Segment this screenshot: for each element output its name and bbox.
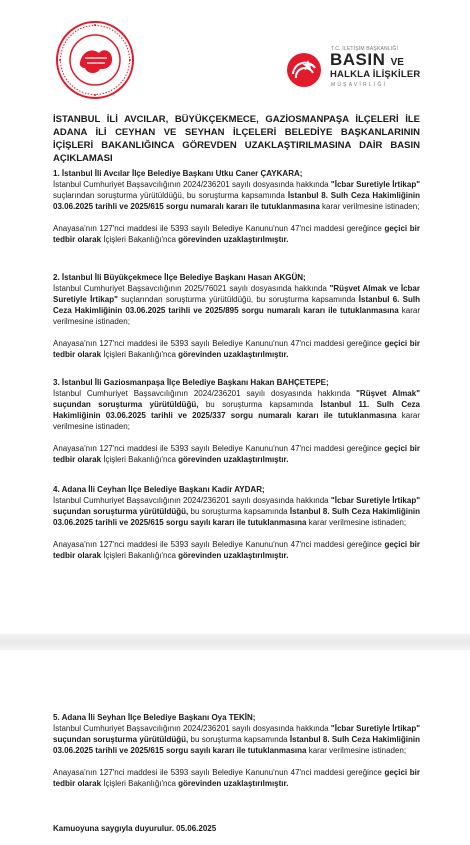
section-body: İstanbul Cumhuriyet Başsavcılığının 2024/236201 sayılı dosyasında hakkında "İcbar Suretiyle İrtikap" suçundan soruşturma yürütüldüğü, bu soruşturma kapsamında İstanbul 8. Sulh Ceza Hakimliğinin 03.06.2025 tarihli ve 2025/615 sorgu sayılı kararı ile tutuklanmasına karar verilmesine istinaden; (53, 724, 420, 755)
section-2 (53, 272, 420, 360)
section-3 (53, 377, 420, 465)
logo-line-1: T.C. İLETİŞİM BAŞKANLIĞI (331, 46, 399, 52)
section-1 (53, 168, 420, 245)
law-paragraph: Anayasa'nın 127'nci maddesi ile 5393 sayılı Belediye Kanunu'nun 47'nci maddesi gereğince geçici bir tedbir olarak İçişleri Bakanlığı'nca görevinden uzaklaştırılmıştır. (53, 224, 420, 244)
logo-line-4: MÜŞAVİRLİĞİ (331, 82, 388, 88)
page-separator (0, 634, 470, 650)
section-heading: 5. Adana İli Seyhan İlçe Belediye Başkanı Oya TEKİN; (53, 713, 256, 722)
document-page-2 (0, 650, 470, 845)
section-4 (53, 484, 420, 561)
section-heading: 3. İstanbul İli Gaziosmanpaşa İlçe Belediye Başkanı Hakan BAHÇETEPE; (53, 378, 329, 387)
section-5 (53, 712, 420, 789)
logo-word-1: BASIN VE (330, 50, 404, 69)
ministry-seal-logo (55, 20, 135, 100)
communication-logo (286, 46, 426, 96)
law-paragraph: Anayasa'nın 127'nci maddesi ile 5393 sayılı Belediye Kanunu'nun 47'nci maddesi gereğince geçici bir tedbir olarak İçişleri Bakanlığı'nca görevinden uzaklaştırılmıştır. (53, 768, 420, 788)
section-body: İstanbul Cumhuriyet Başsavcılığının 2024/236201 sayılı dosyasında hakkında "İcbar Suretiyle İrtikap" suçundan soruşturma yürütüldüğü, bu soruşturma kapsamında İstanbul 8. Sulh Ceza Hakimliğinin 03.06.2025 tarihli ve 2025/615 sorgu sayılı kararı ile tutuklanmasına karar verilmesine istinaden; (53, 496, 420, 527)
logo-word-2: HALKLA İLİŞKİLER (330, 69, 421, 80)
document-title: İSTANBUL İLİ AVCILAR, BÜYÜKÇEKMECE, GAZİOSMANPAŞA İLÇELERİ İLE ADANA İLİ CEYHAN VE SEYHAN İLÇELERİ BELEDİYE BAŞKANLARININ İÇİŞLERİ BAKANLIĞINCA GÖREVDEN UZAKLAŞTIRILMASINA DAİR BASIN AÇIKLAMASI (53, 114, 420, 164)
section-body: İstanbul Cumhuriyet Başsavcılığının 2024/236201 sayılı dosyasında hakkında "Rüşvet Almak" suçundan soruşturma yürütüldüğü, bu soruşturma kapsamında İstanbul 11. Sulh Ceza Hakimliğinin 03.06.2025 tarihli ve 2025/337 sorgu numaralı kararı ile tutuklanmasına karar verilmesine istinaden; (53, 389, 421, 431)
section-body: İstanbul Cumhuriyet Başsavcılığının 2025/76021 sayılı dosyasında hakkında "Rüşvet Almak ve İcbar Suretiyle İrtikap" suçlarından soruşturma yürütüldüğü, bu soruşturma kapsamında İstanbul 6. Sulh Ceza Hakimliğinin 03.06.2025 tarihli ve 2025/895 sorgu numaralı kararı ile tutuklanmasına karar verilmesine istinaden; (53, 284, 421, 326)
law-paragraph: Anayasa'nın 127'nci maddesi ile 5393 sayılı Belediye Kanunu'nun 47'nci maddesi gereğince geçici bir tedbir olarak İçişleri Bakanlığı'nca görevinden uzaklaştırılmıştır. (53, 339, 420, 359)
section-heading: 2. İstanbul İli Büyükçekmece İlçe Belediye Başkanı Hasan AKGÜN; (53, 273, 306, 282)
law-paragraph: Anayasa'nın 127'nci maddesi ile 5393 sayılı Belediye Kanunu'nun 47'nci maddesi gereğince geçici bir tedbir olarak İçişleri Bakanlığı'nca görevinden uzaklaştırılmıştır. (53, 540, 420, 560)
section-heading: 1. İstanbul İli Avcılar İlçe Belediye Başkanı Utku Caner ÇAYKARA; (53, 169, 303, 178)
section-heading: 4. Adana İli Ceyhan İlçe Belediye Başkanı Kadir AYDAR; (53, 485, 265, 494)
closing-line: Kamuoyuna saygıyla duyurulur. 05.06.2025 (53, 824, 217, 833)
communication-emblem-icon (286, 52, 322, 88)
logo-word-ve: VE (390, 57, 404, 68)
section-body: İstanbul Cumhuriyet Başsavcılığının 2024/236201 sayılı dosyasında hakkında "İcbar Suretiyle İrtikap" suçlarından soruşturma yürütüldüğü, bu soruşturma kapsamında İstanbul 8. Sulh Ceza Hakimliğinin 03.06.2025 tarihli ve 2025/615 sorgu numaralı kararı ile tutuklanmasına karar verilmesine istinaden; (53, 180, 420, 211)
law-paragraph: Anayasa'nın 127'nci maddesi ile 5393 sayılı Belediye Kanunu'nun 47'nci maddesi gereğince geçici bir tedbir olarak İçişleri Bakanlığı'nca görevinden uzaklaştırılmıştır. (53, 444, 420, 464)
